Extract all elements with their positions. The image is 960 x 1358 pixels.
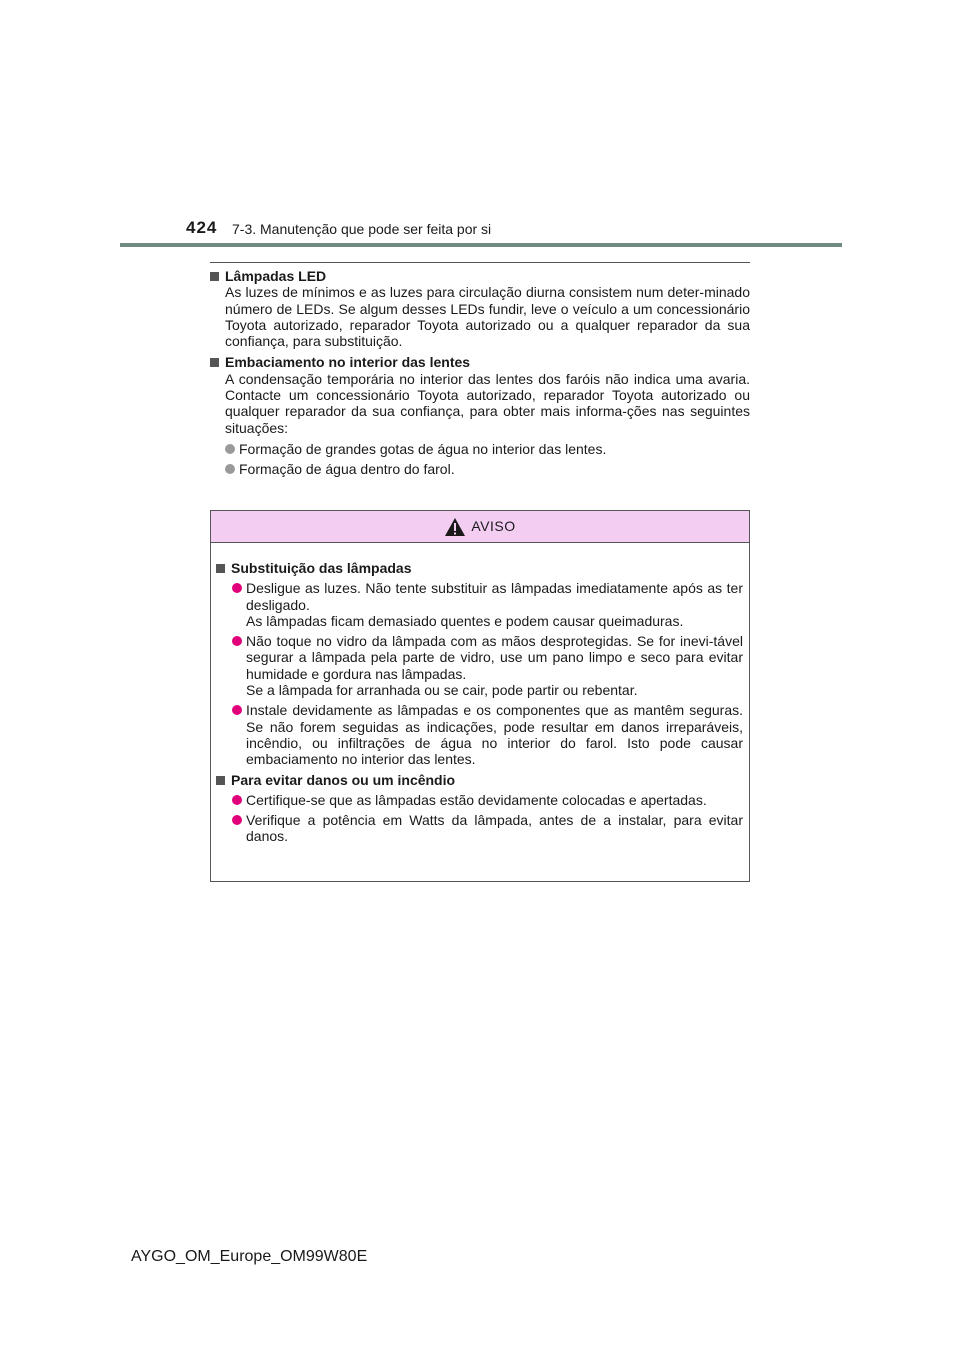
warning-item-line: As lâmpadas ficam demasiado quentes e podem causar queimaduras. [246, 612, 684, 629]
warning-section-title: Substituição das lâmpadas [231, 560, 412, 576]
list-item-text: Formação de grandes gotas de água no interior das lentes. [239, 440, 607, 457]
warning-item-text [246, 812, 743, 845]
warning-list-item [232, 702, 743, 767]
warning-box [210, 510, 750, 882]
warning-section-heading [216, 772, 743, 788]
circle-bullet-icon [225, 444, 235, 454]
list-item [225, 441, 750, 457]
warning-item-text [246, 633, 743, 698]
warning-item-line: Desligue as luzes. Não tente substituir as lâmpadas imediatamente após as ter desligado. [246, 580, 743, 613]
warning-section-title: Para evitar danos ou um incêndio [231, 771, 456, 788]
content-divider [210, 262, 750, 263]
section-title-fog: Embaciamento no interior das lentes [225, 354, 471, 371]
circle-bullet-icon [232, 795, 242, 805]
section-heading [210, 354, 750, 370]
square-bullet-icon [216, 564, 225, 573]
warning-section-heading [216, 560, 743, 576]
list-item-text: Formação de água dentro do farol. [239, 461, 455, 478]
warning-item-line: Instale devidamente as lâmpadas e os componentes que as mantêm seguras. Se não forem seguidas as indicações, pode resultar em danos irreparáveis, incêndio, ou infiltrações de água no interior do farol. Isto pode causar embaciamento no interior das lentes. [246, 702, 743, 768]
warning-label: AVISO [471, 518, 516, 535]
circle-bullet-icon [232, 705, 242, 715]
warning-list-item [232, 792, 743, 808]
warning-triangle-icon [444, 517, 466, 537]
document-footer: AYGO_OM_Europe_OM99W80E [131, 1248, 368, 1265]
section-title-led: Lâmpadas LED [225, 268, 327, 284]
square-bullet-icon [216, 776, 225, 785]
section-text-fog: A condensação temporária no interior das lentes dos faróis não indica uma avaria. Contacte um concessionário Toyota autorizado, reparador Toyota autorizado ou qualquer reparador da sua confiança, para obter mais informa-ções nas seguintes situações: [225, 370, 750, 436]
warning-item-line: Se a lâmpada for arranhada ou se cair, pode partir ou rebentar. [246, 682, 638, 699]
warning-item-text [246, 580, 743, 629]
circle-bullet-icon [232, 583, 242, 593]
list-item [225, 461, 750, 477]
circle-bullet-icon [232, 636, 242, 646]
warning-item-line: Não toque no vidro da lâmpada com as mãos desprotegidas. Se for inevi-tável segurar a lâmpada pela parte de vidro, use um pano limpo e seco para evitar humidade e gordura nas lâmpadas. [246, 633, 743, 682]
page-number: 424 [186, 218, 218, 237]
main-content [210, 262, 750, 482]
warning-item-line: Certifique-se que as lâmpadas estão devidamente colocadas e apertadas. [246, 791, 707, 808]
warning-list-item [232, 633, 743, 698]
square-bullet-icon [210, 272, 219, 281]
warning-header [211, 511, 749, 543]
circle-bullet-icon [232, 815, 242, 825]
section-title: 7-3. Manutenção que pode ser feita por si [232, 221, 492, 237]
warning-list-item [232, 580, 743, 629]
warning-list-item [232, 812, 743, 845]
warning-item-line: Verifique a potência em Watts da lâmpada, antes de a instalar, para evitar danos. [246, 812, 743, 845]
warning-body [211, 543, 749, 845]
header-rule [120, 243, 842, 247]
section-text-led: As luzes de mínimos e as luzes para circulação diurna consistem num deter-minado número de LEDs. Se algum desses LEDs fundir, leve o veículo a um concessionário Toyota autorizado, reparador Toyota autorizado ou a qualquer reparador da sua confiança, para substituição. [225, 284, 750, 350]
circle-bullet-icon [225, 464, 235, 474]
warning-item-text [246, 702, 743, 767]
square-bullet-icon [210, 358, 219, 367]
section-heading [210, 268, 750, 284]
warning-item-text [246, 792, 743, 808]
